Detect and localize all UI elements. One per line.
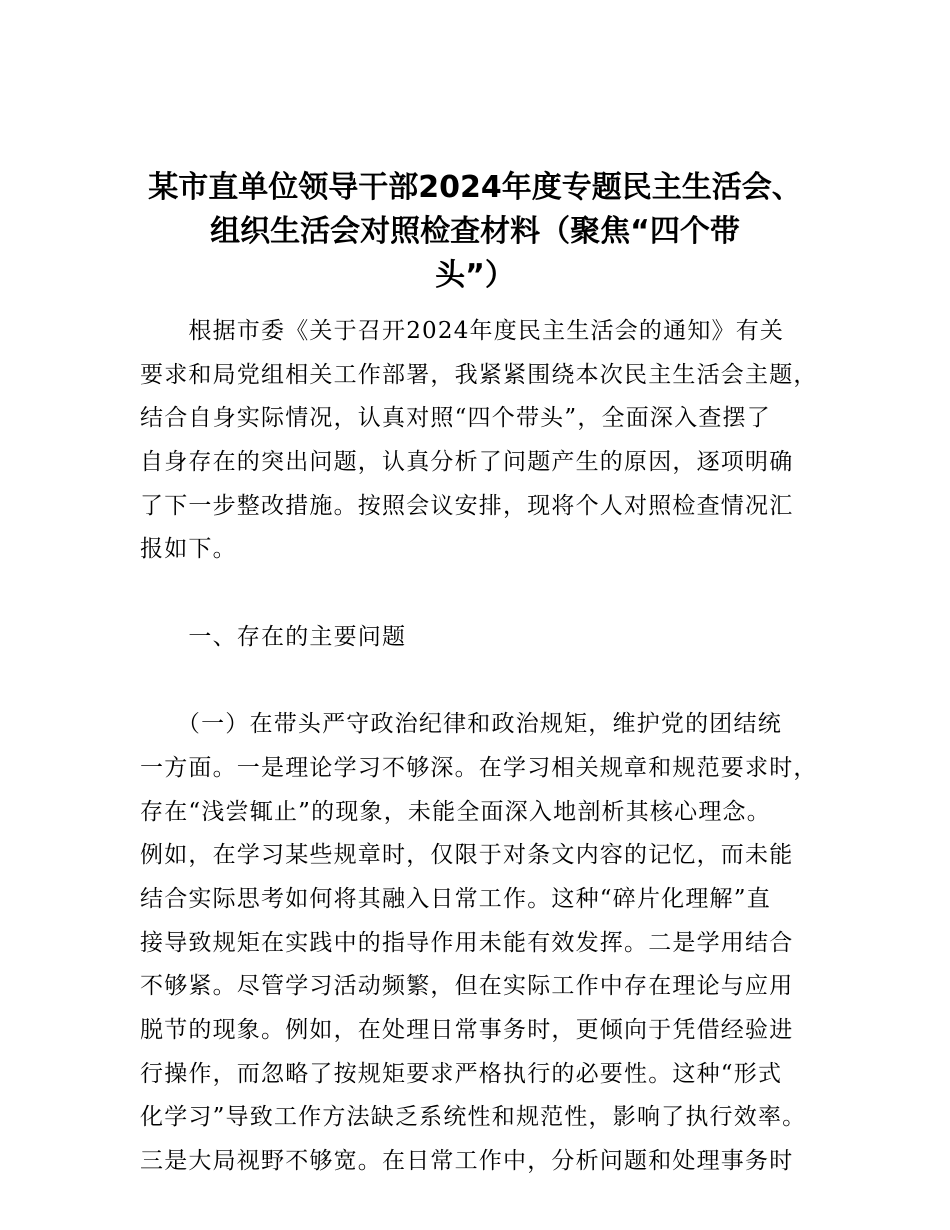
text-line: 根据市委《关于召开2024年度民主生活会的通知》有关 bbox=[140, 318, 785, 344]
text-line: 了下一步整改措施。按照会议安排，现将个人对照检查情况汇 bbox=[140, 492, 794, 519]
text-line: 结合实际思考如何将其融入日常工作。这种“碎片化理解”直 bbox=[140, 885, 771, 912]
text-line: 要求和局党组相关工作部署，我紧紧围绕本次民主生活会主题， bbox=[140, 361, 818, 388]
text-line: 不够紧。尽管学习活动频繁，但在实际工作中存在理论与应用 bbox=[140, 973, 794, 1000]
title-line: 某市直单位领导干部2024年度专题民主生活会、 bbox=[148, 170, 802, 205]
intro-paragraph bbox=[140, 310, 820, 572]
text-line: 自身存在的突出问题，认真分析了问题产生的原因，逐项明确 bbox=[140, 449, 794, 476]
text-line: 三是大局视野不够宽。在日常工作中，分析问题和处理事务时 bbox=[140, 1148, 794, 1175]
section-paragraph bbox=[140, 703, 820, 1184]
text-line: 存在“浅尝辄止”的现象，未能全面深入地剖析其核心理念。 bbox=[140, 798, 771, 825]
text-line: 一方面。一是理论学习不够深。在学习相关规章和规范要求时， bbox=[140, 754, 818, 781]
text-line: 接导致规矩在实践中的指导作用未能有效发挥。二是学用结合 bbox=[140, 929, 794, 956]
document-body bbox=[140, 310, 820, 1184]
paragraph-gap bbox=[140, 660, 820, 704]
text-line: 脱节的现象。例如，在处理日常事务时，更倾向于凭借经验进 bbox=[140, 1017, 794, 1043]
text-line: 例如，在学习某些规章时，仅限于对条文内容的记忆，而未能 bbox=[140, 842, 794, 869]
text-line: 结合自身实际情况，认真对照“四个带头”，全面深入查摆了 bbox=[140, 405, 771, 432]
text-line: （一）在带头严守政治纪律和政治规矩，维护党的团结统 bbox=[140, 711, 782, 738]
section-heading: 一、存在的主要问题 bbox=[140, 623, 407, 650]
text-line: 化学习”导致工作方法缺乏系统性和规范性，影响了执行效率。 bbox=[140, 1104, 807, 1131]
document-title bbox=[130, 166, 820, 298]
text-line: 行操作，而忽略了按规矩要求严格执行的必要性。这种“形式 bbox=[140, 1060, 783, 1087]
title-line: 组织生活会对照检查材料（聚焦“四个带 bbox=[210, 214, 740, 249]
text-line: 报如下。 bbox=[140, 536, 237, 563]
paragraph-gap bbox=[140, 572, 820, 616]
title-line: 头”） bbox=[435, 258, 515, 293]
